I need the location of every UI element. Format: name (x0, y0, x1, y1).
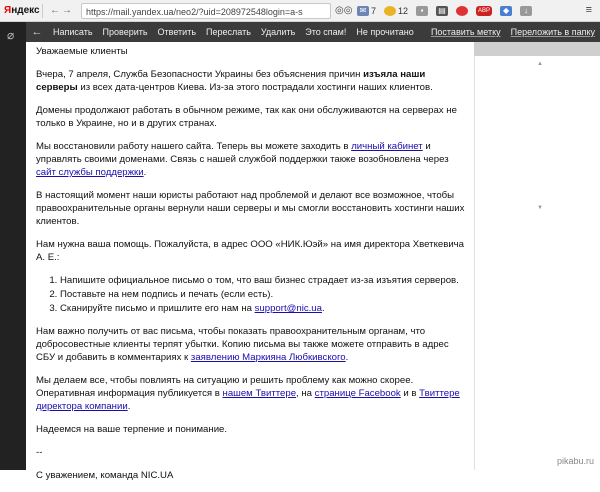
paragraph (36, 325, 468, 364)
letter-body (36, 45, 468, 492)
weather-temp: 12 (398, 5, 409, 16)
mail-counter[interactable] (357, 6, 376, 16)
greeting: Уважаемые клиенты (36, 46, 128, 57)
adblock-icon: ABP (478, 7, 491, 14)
record-icon (456, 6, 468, 16)
reply-button[interactable]: Ответить (157, 27, 197, 37)
steps-list (36, 274, 468, 315)
twitter-link[interactable]: нашем Твиттере (222, 388, 297, 399)
extension-button[interactable] (520, 6, 532, 16)
extension-button[interactable] (416, 6, 428, 16)
paragraph (36, 374, 468, 413)
text: и в (400, 388, 420, 399)
document-icon: ▤ (436, 6, 448, 16)
signature-separator: -- (36, 447, 43, 458)
paragraph: Нам нужна ваша помощь. Пожалуйста, в адрес ООО «НИК.Юэй» на имя директора Хветкевича А. Е.: (36, 239, 465, 263)
back-arrow-icon[interactable]: ← (50, 5, 60, 16)
text: . (143, 167, 147, 178)
ad-placeholder (474, 42, 600, 56)
extension-button[interactable] (500, 6, 512, 16)
personal-account-link[interactable]: личный кабинет (351, 141, 423, 152)
paragraph: В настоящий момент наши юристы работают над проблемой и делают все возможное, чтобы правоохранительные органы вернули наши серверы и мы смогли восстановить хостинги наших клиентов. (36, 190, 465, 227)
compose-button[interactable]: Написать (53, 27, 93, 37)
check-mail-button[interactable]: Проверить (102, 27, 148, 37)
paragraph: Надеемся на ваше терпение и понимание. (36, 424, 228, 435)
shield-icon: ◆ (500, 6, 512, 16)
text: Мы восстановили работу нашего сайта. Теперь вы можете заходить в (36, 141, 352, 152)
paragraph (36, 140, 468, 179)
paragraph (36, 68, 468, 94)
text: из всех дата-центров Киева. Из-за этого пострадали хостинги наших клиентов. (77, 82, 433, 93)
watermark: pikabu.ru (556, 456, 594, 466)
signature: С уважением, команда NIC.UA (36, 470, 174, 481)
back-to-inbox-icon[interactable]: ← (31, 26, 43, 38)
text: , на (296, 388, 315, 399)
facebook-link[interactable]: странице Facebook (314, 388, 401, 399)
bold-text: изъяла наши серверы (36, 69, 426, 93)
adblock-button[interactable] (476, 6, 492, 16)
text: Сканируйте письмо и пришлите его нам на (60, 303, 255, 314)
text: . (127, 401, 131, 412)
director-twitter-link[interactable]: Твиттере директора компании (36, 388, 460, 412)
sun-icon (384, 6, 396, 16)
address-bar[interactable]: https://mail.yandex.ua/neo2/?uid=208972548login=a-s (81, 3, 331, 19)
mark-unread-button[interactable]: Не прочитано (356, 27, 414, 37)
scroll-down-icon[interactable]: ▼ (537, 205, 543, 211)
menu-icon[interactable]: ≡ (585, 4, 592, 16)
puzzle-icon: ▪ (416, 6, 428, 16)
browser-toolbar (0, 0, 600, 22)
extension-button[interactable] (436, 6, 448, 16)
text: . (345, 352, 349, 363)
mail-count: 7 (371, 5, 377, 16)
spam-button[interactable]: Это спам! (305, 27, 347, 37)
paragraph: Домены продолжают работать в обычном режиме, так как они обслуживаются на серверах не только в Украине, но и в других странах. (36, 105, 457, 129)
left-sidebar (0, 22, 26, 470)
forward-arrow-icon[interactable]: → (62, 5, 72, 16)
scroll-up-icon[interactable]: ▲ (537, 61, 543, 67)
mail-toolbar (26, 22, 600, 42)
text: Мы делаем все, чтобы повлиять на ситуацию и решить проблему как можно скорее. Оперативная информация публикуется в (36, 375, 414, 399)
extension-button[interactable] (456, 6, 468, 16)
support-site-link[interactable]: сайт службы поддержки (36, 167, 144, 178)
text: и управлять своими доменами. Связь с нашей службой поддержки также возобновлена через (36, 141, 449, 165)
forward-button[interactable]: Переслать (206, 27, 251, 37)
divider (474, 42, 475, 470)
text: Нам важно получить от вас письма, чтобы показать правоохранительным органам, что добросовестные клиенты терпят убытки. Копию письма вы также можете отправить в адрес СБУ и добавить в комментариях к (36, 326, 449, 363)
download-icon: ↓ (520, 6, 532, 16)
list-item (60, 302, 468, 315)
logo-text: ндекс (11, 5, 40, 16)
divider (42, 4, 43, 18)
statement-link[interactable]: заявлению Маркияна Любкивского (190, 352, 346, 363)
yandex-logo[interactable] (0, 5, 40, 16)
text: Вчера, 7 апреля, Служба Безопасности Украины без объяснения причин (36, 69, 364, 80)
mail-icon: ✉ (357, 6, 369, 16)
logo-letter: Я (4, 5, 12, 16)
list-item: 2. Поставьте на нем подпись и печать (если есть). (60, 288, 468, 301)
scrollbar[interactable] (536, 60, 544, 212)
weather-widget[interactable] (384, 6, 408, 16)
paperclip-icon[interactable]: ⌀ (7, 28, 15, 42)
text: . (321, 303, 325, 314)
delete-button[interactable]: Удалить (260, 27, 296, 37)
support-email-link[interactable]: support@nic.ua (254, 303, 322, 314)
move-to-folder-button[interactable]: Переложить в папку (510, 27, 595, 37)
add-label-button[interactable]: Поставить метку (430, 27, 501, 37)
reader-mode-icon[interactable]: ◎◎ (335, 5, 353, 16)
toolbar-right (426, 22, 600, 42)
list-item: 1. Напишите официальное письмо о том, что ваш бизнес страдает из-за изъятия серверов. (60, 274, 468, 287)
